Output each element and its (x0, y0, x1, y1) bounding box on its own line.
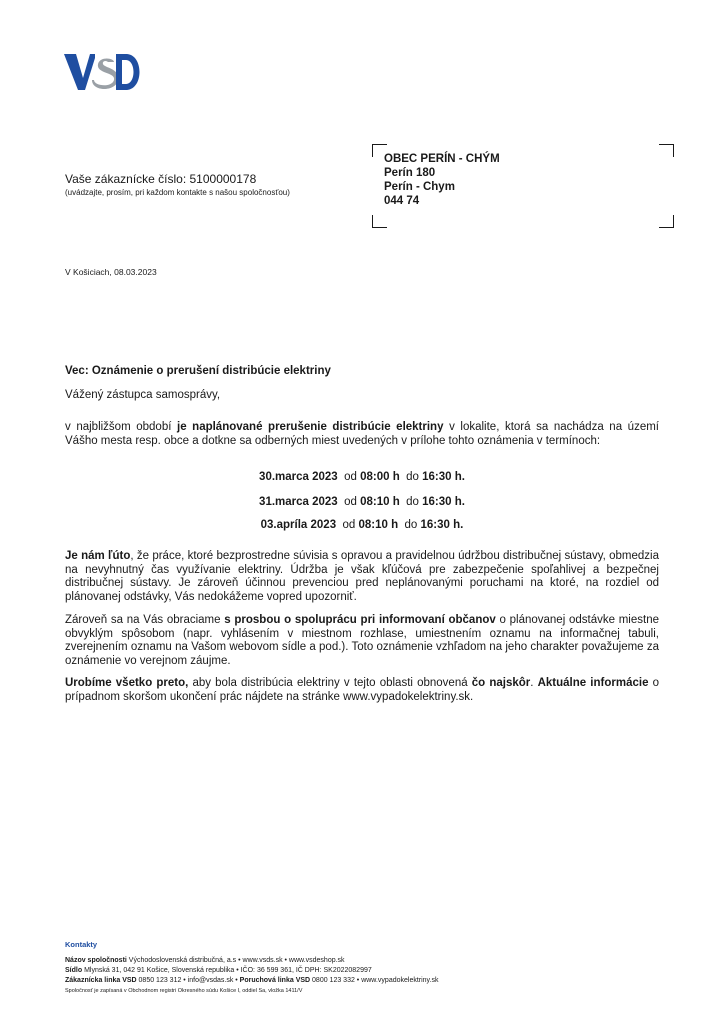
customer-number: Vaše zákaznícke číslo: 5100000178 (65, 172, 257, 186)
salutation: Vážený zástupca samosprávy, (65, 389, 221, 401)
footer-line: Zákaznícka linka VSD 0850 123 312 • info@vsdas.sk • Poruchová linka VSD 0800 123 332 • www.vypadokelektriny.sk (65, 977, 439, 984)
corner-mark (659, 144, 674, 157)
recipient-address-window (372, 144, 674, 228)
recipient-street: Perín 180 (384, 167, 436, 179)
footer-line: Názov spoločnosti Východoslovenská distribučná, a.s • www.vsds.sk • www.vsdeshop.sk (65, 957, 345, 964)
recipient-city: Perín - Chym (384, 181, 455, 193)
paragraph-closing: Urobíme všetko preto, aby bola distribúcia elektriny v tejto oblasti obnovená čo najskôr. Aktuálne informácie o prípadnom skoršom ukončení prác nájdete na stránke www.vypadokelektriny.sk. (65, 677, 660, 703)
outage-date-row: 03.apríla 2023 od 08:10 h do 16:30 h. (260, 519, 464, 531)
footer-contacts (65, 940, 439, 996)
footer-line: Sídlo Mlynská 31, 042 91 Košice, Slovenská republika • IČO: 36 599 361, IČ DPH: SK2022082997 (65, 967, 372, 974)
customer-number-note: (uvádzajte, prosím, pri každom kontakte s našou spoločnosťou) (65, 188, 290, 197)
place-date: V Košiciach, 08.03.2023 (65, 267, 157, 277)
letter-subject: Vec: Oznámenie o prerušení distribúcie elektriny (65, 365, 331, 377)
paragraph-cooperation: Zároveň sa na Vás obraciame s prosbou o spoluprácu pri informovaní občanov o plánovanej odstávke miestne obvyklým spôsobom (napr. vyhlásením v miestnom rozhlase, umiestnením oznamu na informačnej tabuli, zverejnením oznamu na Vašom webovom sídle a pod.). Toto oznámenie vzhľadom na jeho charakter považujeme za oznámenie vo verejnom záujme. (65, 614, 659, 667)
paragraph-intro: v najbližšom období je naplánované prerušenie distribúcie elektriny v lokalite, ktorá sa nachádza na území Vášho mesta resp. obce a dotkne sa odberných miest uvedených v prílohe tohto oznámenia v termínoch: (65, 421, 659, 447)
recipient-address (384, 152, 500, 208)
outage-date-row: 30.marca 2023 od 08:00 h do 16:30 h. (259, 471, 465, 483)
recipient-name: OBEC PERÍN - CHÝM (384, 153, 500, 165)
footer-registration: Spoločnosť je zapísaná v Obchodnom registri Okresného súdu Košice I, oddiel Sa, vložka 1411/V (65, 988, 303, 994)
corner-mark (372, 215, 387, 228)
vsd-logo (64, 52, 140, 92)
corner-mark (659, 215, 674, 228)
recipient-zip: 044 74 (384, 195, 420, 207)
outage-date-row: 31.marca 2023 od 08:10 h do 16:30 h. (259, 496, 465, 508)
paragraph-apology: Je nám ľúto, že práce, ktoré bezprostredne súvisia s opravou a pravidelnou údržbou distribučnej sústavy, obmedzia na nevyhnutný čas využívanie elektriny. Údržba je však kľúčová pre zabezpečenie spoľahlivej a bezpečnej distribučnej sústavy. Je zároveň účinnou prevenciou pred neplánovanými poruchami na ktoré, na rozdiel od plánovanej odstávky, Vás nedokážeme vopred upozorniť. (65, 550, 659, 603)
footer-title: Kontakty (65, 940, 98, 949)
